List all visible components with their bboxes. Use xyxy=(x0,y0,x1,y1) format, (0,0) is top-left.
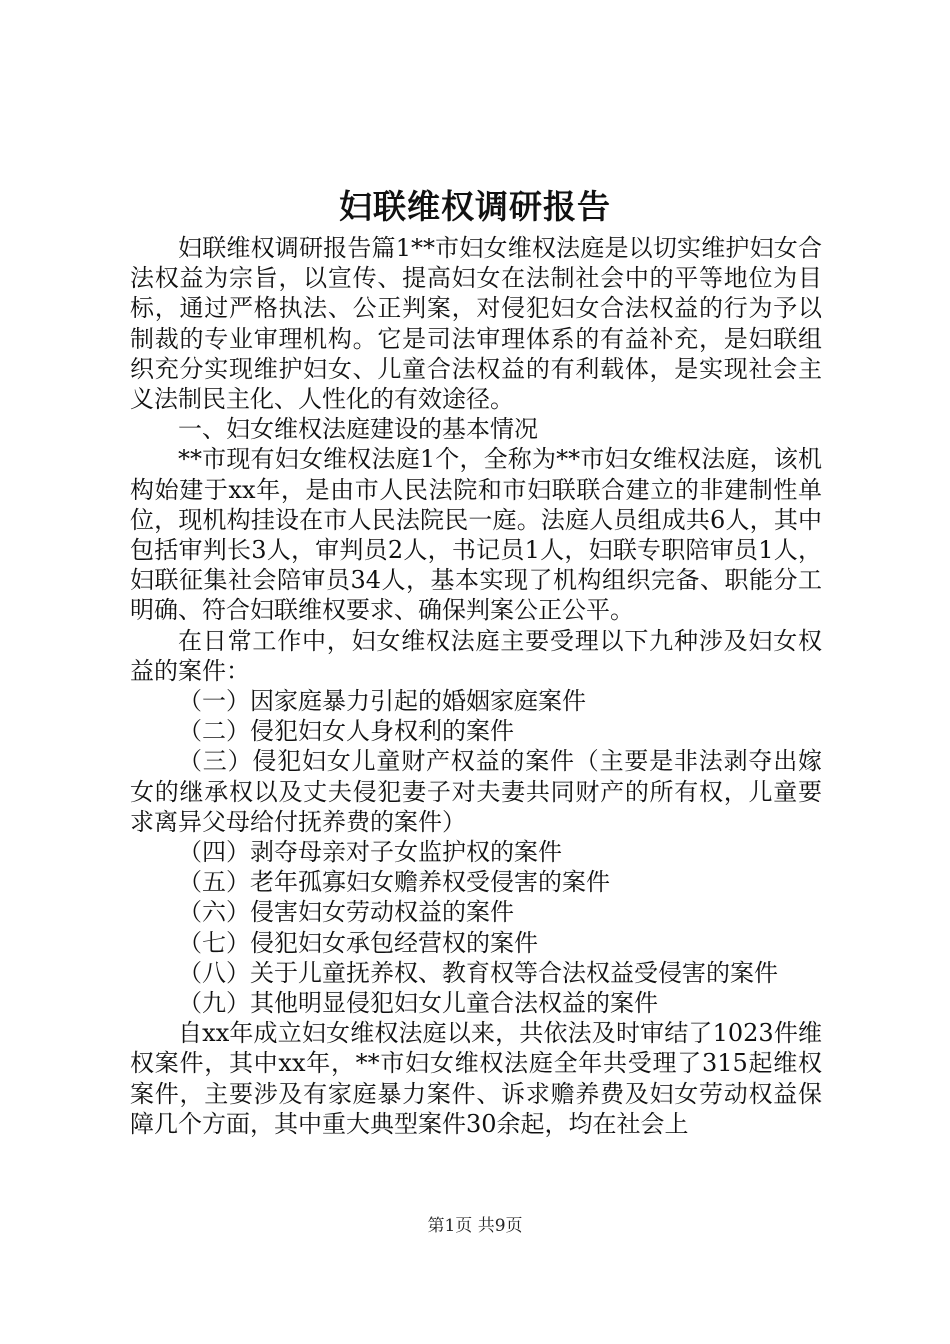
paragraph-case-statistics: 自xx年成立妇女维权法庭以来，共依法及时审结了1023件维权案件，其中xx年，**市妇女维权法庭全年共受理了315起维权案件，主要涉及有家庭暴力案件、诉求赡养费及妇女劳动权益保障几个方面，其中重大典型案件30余起，均在社会上 xyxy=(130,1019,822,1138)
document-title: 妇联维权调研报告 xyxy=(339,187,611,226)
section-heading-basic-situation: 一、妇女维权法庭建设的基本情况 xyxy=(178,415,538,444)
case-type-item-2: （二）侵犯妇女人身权利的案件 xyxy=(178,717,514,746)
paragraph-case-types-intro: 在日常工作中，妇女维权法庭主要受理以下九种涉及妇女权益的案件： xyxy=(130,626,822,685)
paragraph-intro: 妇联维权调研报告篇1**市妇女维权法庭是以切实维护妇女合法权益为宗旨，以宣传、提高妇女在法制社会中的平等地位为目标，通过严格执法、公正判案，对侵犯妇女合法权益的行为予以制裁的专业审理机构。它是司法审理体系的有益补充，是妇联组织充分实现维护妇女、儿童合法权益的有利载体，是实现社会主义法制民主化、人性化的有效途径。 xyxy=(130,234,822,414)
case-type-item-6: （六）侵害妇女劳动权益的案件 xyxy=(178,898,514,927)
case-type-item-9: （九）其他明显侵犯妇女儿童合法权益的案件 xyxy=(178,989,658,1018)
case-type-item-5: （五）老年孤寡妇女赡养权受侵害的案件 xyxy=(178,868,610,897)
case-type-item-7: （七）侵犯妇女承包经营权的案件 xyxy=(178,928,538,957)
paragraph-court-overview: **市现有妇女维权法庭1个，全称为**市妇女维权法庭，该机构始建于xx年，是由市人民法院和市妇联联合建立的非建制性单位，现机构挂设在市人民法院民一庭。法庭人员组成共6人，其中包括审判长3人，审判员2人，书记员1人，妇联专职陪审员1人，妇联征集社会陪审员34人，基本实现了机构组织完备、职能分工明确、符合妇联维权要求、确保判案公正公平。 xyxy=(130,445,822,625)
case-type-item-8: （八）关于儿童抚养权、教育权等合法权益受侵害的案件 xyxy=(178,958,778,987)
case-type-item-1: （一）因家庭暴力引起的婚姻家庭案件 xyxy=(178,687,586,716)
page-number-footer: 第1页 共9页 xyxy=(427,1216,523,1236)
document-body xyxy=(130,233,822,1139)
case-type-item-4: （四）剥夺母亲对子女监护权的案件 xyxy=(178,838,562,867)
case-type-item-3: （三）侵犯妇女儿童财产权益的案件（主要是非法剥夺出嫁女的继承权以及丈夫侵犯妻子对夫妻共同财产的所有权，儿童要求离异父母给付抚养费的案件） xyxy=(130,747,822,836)
